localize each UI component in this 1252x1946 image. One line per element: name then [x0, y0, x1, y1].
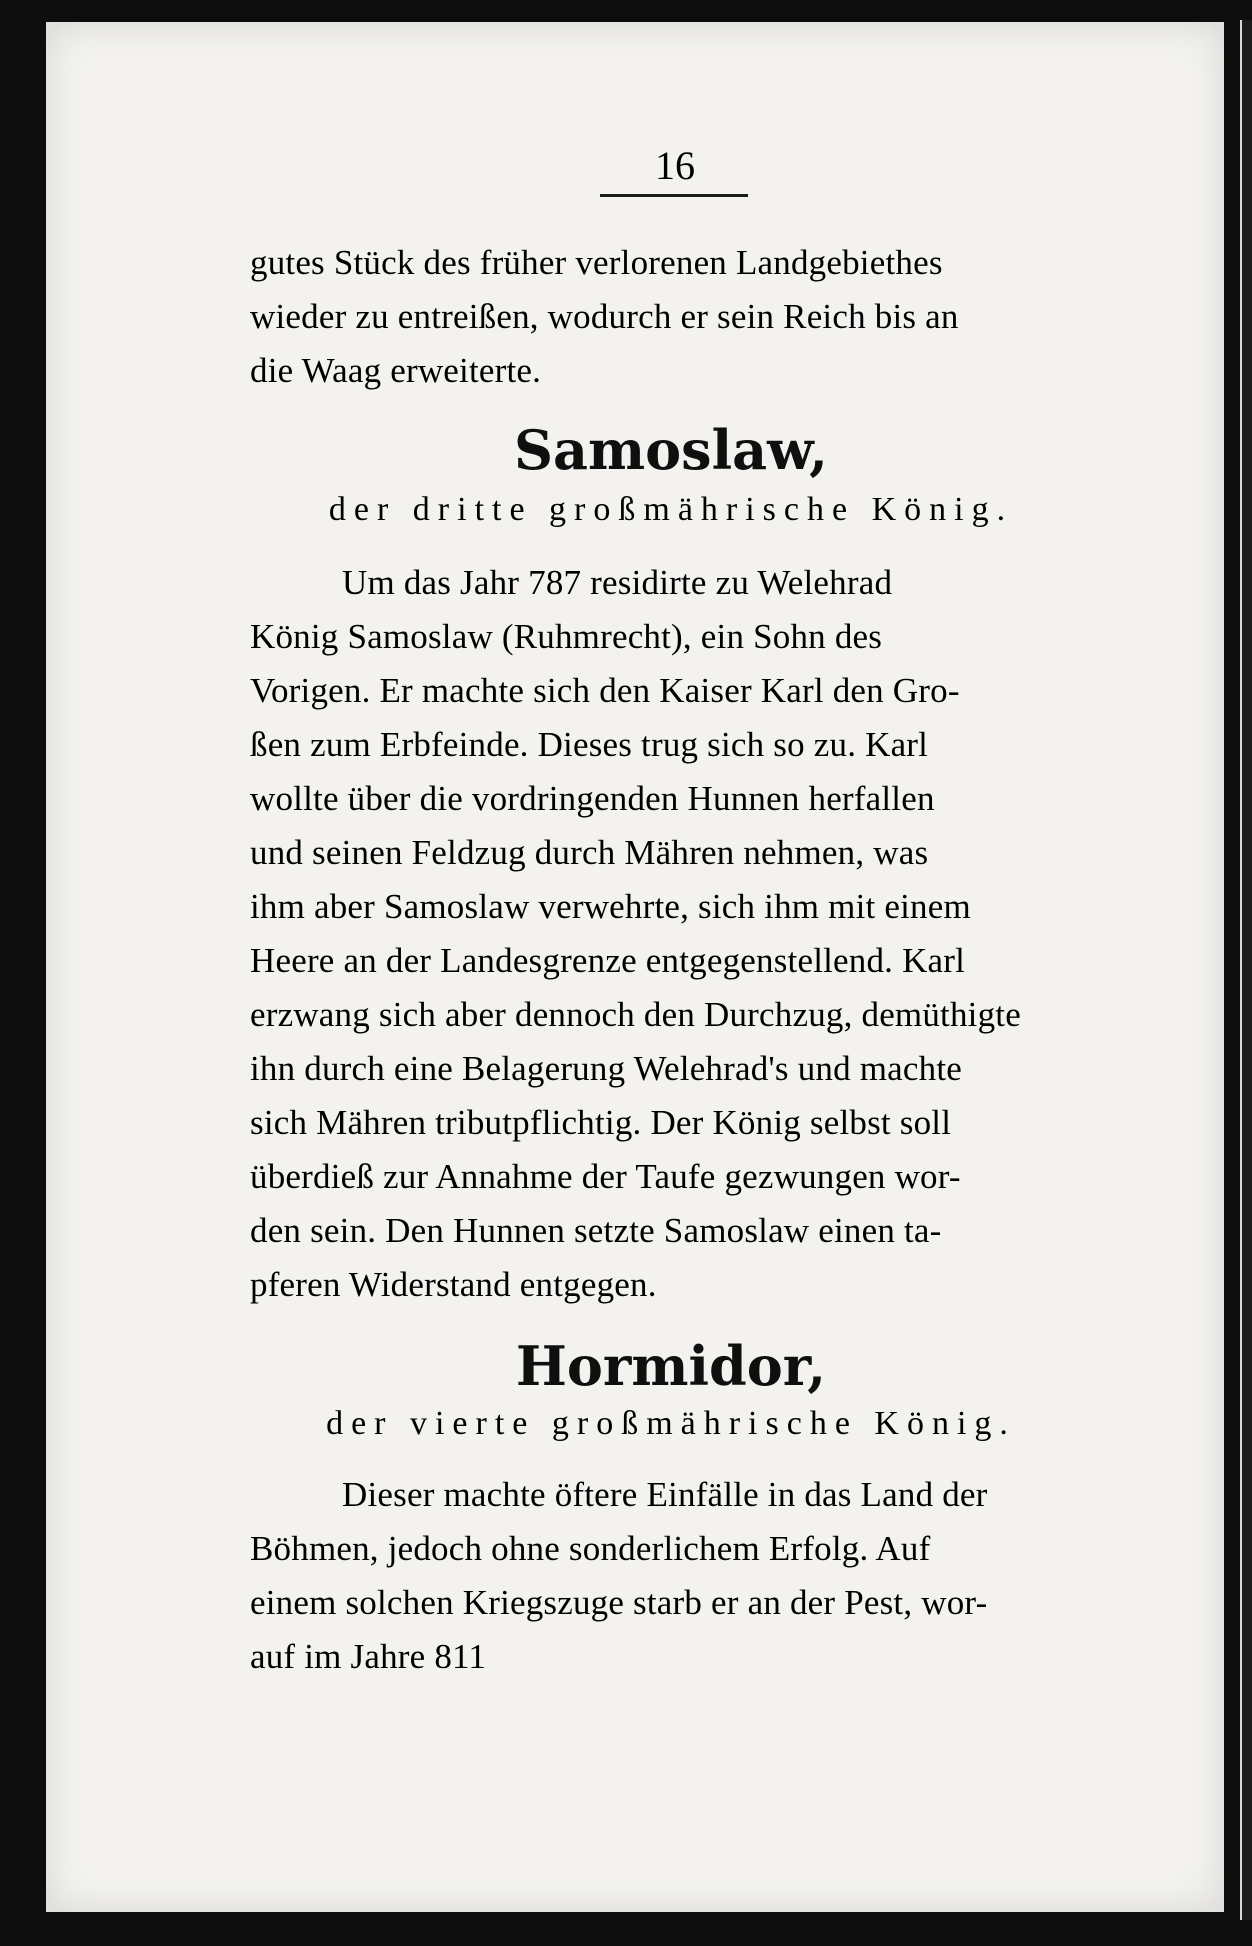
text-line: erzwang sich aber dennoch den Durchzug, demüthigte — [250, 995, 1021, 1034]
text-line: den sein. Den Hunnen setzte Samoslaw einen ta- — [250, 1211, 942, 1250]
text-line: auf im Jahre 811 — [250, 1637, 487, 1676]
section-title-samoslaw: Samoslaw, — [514, 418, 828, 482]
text-line: gutes Stück des früher verlorenen Landgebiethes — [250, 243, 943, 282]
section-title-hormidor: Hormidor, — [515, 1334, 827, 1398]
text-line: wollte über die vordringenden Hunnen herfallen — [250, 779, 935, 818]
text-line: ihn durch eine Belagerung Welehrad's und machte — [250, 1049, 962, 1088]
text-line: Böhmen, jedoch ohne sonderlichem Erfolg. Auf — [250, 1529, 931, 1568]
text-line: Dieser machte öftere Einfälle in das Land der — [342, 1475, 988, 1514]
text-line: Heere an der Landesgrenze entgegenstellend. Karl — [250, 941, 966, 980]
next-page-edge — [1240, 20, 1252, 1920]
text-line: und seinen Feldzug durch Mähren nehmen, was — [250, 833, 929, 872]
hormidor-paragraph — [250, 1468, 1092, 1684]
text-line: die Waag erweiterte. — [250, 351, 542, 390]
page-number: 16 — [655, 143, 695, 188]
samoslaw-paragraph — [250, 556, 1092, 1312]
text-line: ihm aber Samoslaw verwehrte, sich ihm mit einem — [250, 887, 971, 926]
section-subtitle-samoslaw: der dritte großmährische König. — [328, 491, 1014, 528]
text-line: pferen Widerstand entgegen. — [250, 1265, 657, 1304]
intro-paragraph — [250, 236, 1092, 398]
section-subtitle-hormidor: der vierte großmährische König. — [326, 1405, 1016, 1442]
text-line: einem solchen Kriegszuge starb er an der Pest, wor- — [250, 1583, 988, 1622]
text-line: König Samoslaw (Ruhmrecht), ein Sohn des — [250, 617, 883, 656]
text-line: ßen zum Erbfeinde. Dieses trug sich so zu. Karl — [250, 725, 929, 764]
page-number-rule — [600, 194, 748, 197]
text-line: Um das Jahr 787 residirte zu Welehrad — [342, 563, 893, 602]
text-line: wieder zu entreißen, wodurch er sein Reich bis an — [250, 297, 959, 336]
text-line: überdieß zur Annahme der Taufe gezwungen wor- — [250, 1157, 961, 1196]
text-line: sich Mähren tributpflichtig. Der König selbst soll — [250, 1103, 952, 1142]
text-line: Vorigen. Er machte sich den Kaiser Karl den Gro- — [250, 671, 960, 710]
